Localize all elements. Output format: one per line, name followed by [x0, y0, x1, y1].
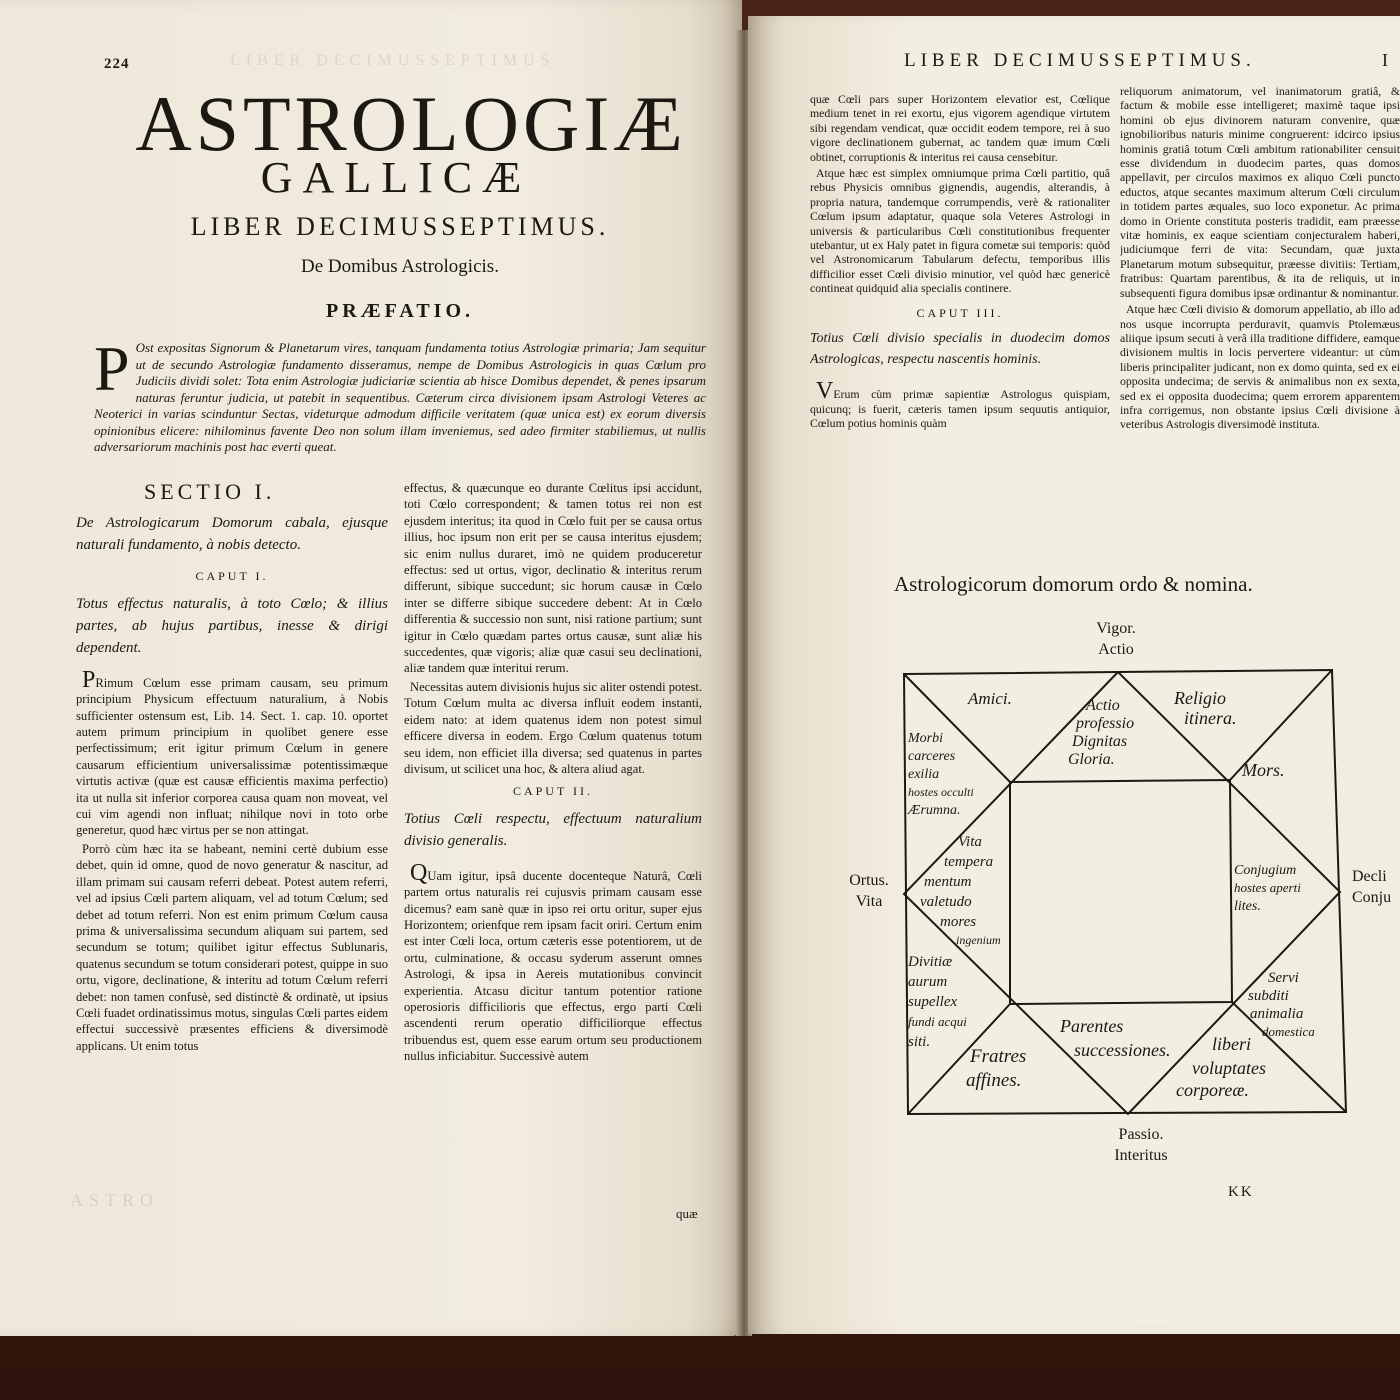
house-4-line: successiones.: [1074, 1040, 1171, 1060]
title-main: ASTROLOGIÆ: [135, 80, 687, 167]
house-2-line: siti.: [908, 1034, 931, 1050]
caput-2-heading: CAPUT II.: [512, 784, 594, 799]
house-10-line: Gloria.: [1068, 751, 1115, 768]
house-9-line: Religio: [1174, 688, 1226, 708]
page-number-left: 224: [104, 56, 130, 72]
praefatio-text: [94, 333, 706, 460]
house-12-line: carceres: [908, 749, 956, 764]
label-ortus: Ortus.: [849, 872, 889, 889]
right-column-2: [1120, 84, 1400, 554]
diagram-label-left: [836, 870, 902, 912]
paragraph: effectus, & quæcunque eo durante Cœlitus ipsi accidunt, toti Cœlo correspondent; & tamen totus rei non est ejusdem interitus; ita quod in Cœlo fuit per se causa ortus illius, hoc ipsum non erit per se causa interitus ejusdem; sic enim nullus duraret, imò ne quidem produceretur effectus: sed ut ortus, vigor, declinatio & interitus rerum differunt, sibique succedunt; sic horum causæ in Cœlo inter se differre sibique succedere debent: At in Cœlo differentia & successio non sunt, nisi ratione partium; sunt igitur in Cœlo quædam partes ortus causæ, sunt aliæ his succedentes, quæ vigoris; aliæ quæ casui seu declinationi, aliæ tandem quæ interitui rerum.: [404, 481, 702, 676]
house-12-line: Ærumna.: [908, 803, 961, 818]
house-12-text: [907, 731, 977, 818]
house-7-line: Conjugium: [1234, 863, 1297, 878]
house-7-line: lites.: [1234, 899, 1261, 914]
label-interitus: Interitus: [1114, 1147, 1168, 1164]
label-actio: Actio: [1098, 641, 1134, 658]
diagram-label-bottom: [1096, 1124, 1186, 1166]
house-5-line: voluptates: [1192, 1058, 1266, 1078]
house-7-text: [1234, 863, 1304, 914]
house-6-text: [1248, 970, 1315, 1039]
caput-1-heading: CAPUT I.: [195, 569, 269, 584]
house-12-line: exilia: [908, 767, 940, 782]
bleed-through-top: LIBER DECIMUSSEPTIMUS: [230, 52, 556, 69]
caput-3-subheading: Totius Cœli divisio specialis in duodecim domos Astrologicas, respectu nascentis hominis.: [810, 331, 1110, 368]
house-1-line: valetudo: [920, 894, 972, 910]
label-declinatio: Decli: [1352, 868, 1387, 885]
bleed-through-bottom: ASTRO: [70, 1190, 160, 1210]
house-1-line: tempera: [944, 854, 994, 870]
label-conjugium: Conju: [1352, 889, 1392, 906]
label-vigor: Vigor.: [1096, 620, 1136, 637]
house-8-line: Mors.: [1242, 760, 1285, 780]
left-column: [76, 480, 388, 1200]
house-1-text: [920, 834, 1001, 947]
house-6-line: domestica: [1262, 1024, 1315, 1039]
house-12-line: Morbi: [908, 731, 943, 746]
house-4-line: Parentes: [1060, 1016, 1124, 1036]
paragraph: [76, 666, 388, 839]
house-1-line: ingenium: [956, 933, 1001, 947]
label-vita: Vita: [855, 893, 883, 910]
house-9-line: itinera.: [1184, 708, 1237, 728]
paragraph: Necessitas autem divisionis hujus sic aliter ostendi potest. Totum Cœlum multa ac diversa influit eodem instanti, eidem nato: at idem quatenus idem non potest simul efficere diversa in eodem. Ergo Cœlum quatenus totum seu idem, non efficiet illa diversa; sed quatenus in partes divisum, ut scilicet una hoc, & altera aliud agat.: [404, 679, 702, 776]
house-6-line: subditi: [1248, 988, 1289, 1004]
praefatio-drop-cap: P: [94, 333, 130, 404]
running-head: LIBER DECIMUSSEPTIMUS.: [904, 50, 1256, 71]
drop-cap: Q: [410, 859, 428, 886]
paragraph: [404, 859, 702, 1065]
house-10-line: professio: [1076, 715, 1135, 732]
subject-title: De Domibus Astrologicis.: [301, 256, 499, 277]
astrological-houses-diagram: [900, 666, 1350, 1118]
label-passio: Passio.: [1118, 1126, 1164, 1143]
house-2-line: supellex: [908, 994, 958, 1010]
paragraph: [810, 378, 1110, 430]
paragraph-text: Uam igitur, ipsâ ducente docenteque Naturâ, Cœli partem ortus naturalis rei cujusvis primam causam esse dicemus? eam sanè quæ in ipso rei ortu oritur, super ejus Horizontem; orienfque rem ipsam facit oriri. Certum enim est inter Cœli loca, ortum cæteris esse potentiorem, ut de ortu, culminatione, & occasu syderum asserunt omnes Astrologi, & ipsa in Aereis mutationibus convincit experientia. Atcasu dicitur tantum potentior ratione operosioris difficilioris que effectus, ergo parti Cœli ascendenti rerum operatio difficiliorque effectus tribuendus est, quem esse earum ortum seu productionem nullus inficiabitur. Successivè autem: [404, 868, 702, 1064]
house-1-line: mores: [940, 914, 977, 930]
caput-3-heading: CAPUT III.: [916, 305, 1004, 320]
diagram-label-top: [1086, 618, 1146, 660]
sectio-heading: SECTIO I.: [144, 480, 276, 504]
house-2-line: fundi acqui: [908, 1014, 967, 1029]
paragraph: Atque hæc Cœli divisio & domorum appellatio, ab illo ad nos usque incorrupta perduravit, quamvis Ptolemæus aliique ipsum secuti à verâ illa traditione diffidere, eamque divisionem multis in locis pervertere videantur: ut cùm liberis principaliter judicant, non ex domo quinta, sed ex ei opposita undecima; de servis & animalibus non ex sexta, sed ex ei opposita duodecima; quem errorem apparentem infra corrigemus, non obstante ipsius Cœli divisione à veteribus Astrologis diversimodè instituta.: [1120, 302, 1400, 432]
drop-cap: V: [816, 378, 834, 405]
praefatio-heading: PRÆFATIO.: [325, 300, 475, 322]
house-9-text: [1173, 688, 1237, 728]
paragraph: Atque hæc est simplex omniumque prima Cœli partitio, quâ rebus Physicis omnibus gignendis, augendis, alterandis, à propria natura, tandemque corrumpendis, verè & rationaliter Cœlum ipsum adaptatur, quaque sola Veteres Astrologi in universis & particularibus Cœli constitutionibus frequenter utebantur, ut ex Haly patet in figura cometæ sui temporis: quòd vel Astronomicarum Tabularum defectu, temporibus illis difficilior esset Cœli divisio minutior, vel quòd hæc genericè contineat quidquid alia specialis continere.: [810, 166, 1110, 296]
inner-square: [1010, 780, 1232, 1004]
right-column-1: [810, 92, 1110, 552]
house-2-text: [907, 954, 971, 1050]
paragraph: Porrò cùm hæc ita se habeant, nemini certè dubium esse debet, quin id omne, quod de novo generatur & nascitur, ad illam primam sui causam referri debeat. Potest autem referri, vel ad ipsius Cœli partem aliquam, vel ad totum Cœlum; sed debet ad totum referri. Non est enim primum Cœlum causa prima & universalissima secundum aliquam sui partem, sed secundum se totum; quilibet igitur effectus Sublunaris, quatenus secundum se totum considerari potest, quippe in suo ortu, vigore, declinatione, & interitu ad totum Cœlum referri debet: non tamen confusè, sed distinctè & ordinatè, ut ipsius Cœli fuadet ordinatissimus motus, singulas Cœli partes eidem effectui successivè præsentes efficiens & diversimodè applicans. Ut enim totus: [76, 841, 388, 1053]
house-2-line: aurum: [908, 974, 948, 990]
paragraph: quæ Cœli pars super Horizontem elevatior est, Cœlique medium tenet in rei exortu, ejus vigorem agendique virtutem sibi regendam vendicat, quæ occidit eodem tempore, rei à suo vigore declinationem gubernat, ac tandem quæ imum Cœli obtinet, corruptionis & interitus rei causa censebitur.: [810, 92, 1110, 164]
paragraph-text: Erum cùm primæ sapientiæ Astrologus quispiam, quicunq; is fuerit, cæteris tamen ipsum sequutis antiquior, Cœlum potius hominis quàm: [810, 387, 1110, 430]
house-5-line: liberi: [1212, 1034, 1251, 1054]
house-1-line: Vita: [958, 834, 982, 850]
house-3-text: [966, 1046, 1031, 1091]
house-10-line: Dignitas: [1072, 733, 1128, 750]
house-10-line: Actio: [1086, 697, 1120, 714]
diagram-title: Astrologicorum domorum ordo & nomina.: [894, 572, 1253, 596]
house-4-text: [1059, 1016, 1170, 1060]
house-7-line: hostes aperti: [1234, 880, 1301, 895]
catchword: quæ: [676, 1206, 698, 1221]
house-5-line: corporeæ.: [1176, 1080, 1249, 1100]
page-number-right: I: [1382, 50, 1388, 70]
house-2-line: Divitiæ: [908, 954, 953, 970]
house-11-text: [967, 689, 1012, 708]
book-title: LIBER DECIMUSSEPTIMUS.: [190, 212, 610, 241]
house-6-line: animalia: [1250, 1006, 1304, 1022]
paragraph-text: Rimum Cœlum esse primam causam, seu primum principium Physicum effectuum naturalium, à Nobis sufficienter ostensum est, Lib. 14. Sect. 1. cap. 10. oportet autem primum principium in quolibet genere esse perfectissimum; erit igitur primum Cœlum in genere causarum efficientium universalissimæ potentissimæque virtutis activæ (quæ est causæ efficientis maxima perfectio) ita ut nulla sit inferior corporea causa quam non moveat, vel cui vim agendi non influat; nihilque novi in toto orbe generetur, quod hæc virtus per se non attingat.: [76, 675, 388, 838]
signature-mark: KK: [1228, 1184, 1254, 1200]
house-5-text: [1176, 1034, 1271, 1100]
house-3-line: affines.: [966, 1070, 1022, 1091]
diagram-label-right: [1352, 866, 1400, 908]
house-10-text: [1068, 697, 1138, 768]
praefatio-body: Ost expositas Signorum & Planetarum vires, tanquam fundamenta totius Astrologiæ primaria; Jam sequitur ut de secundo Astrologiæ fundamento disseramus, nempe de Domibus Astrologicis in quas Cœlum pro Judiciis dividi solet: Tota enim Astrologiæ judiciariæ scientia ab hisce Domibus dependet, & penes ipsarum naturas feruntur judicia, ut patebit in sequentibus. Cæterum circa divisionem ipsam Astrologi Veteres ac Neoterici in varias scinduntur Sectas, videturque admodum difficile veritatem (quæ unica est) ex eorum diversis opinionibus elicere: nihilominus favente Deo non solum illam inveniemus, sed adeo firmiter stabiliemus, ut nullis adversariorum machinis post hac everti queat.: [94, 340, 706, 454]
paragraph: reliquorum animatorum, vel inanimatorum gratiâ, & factum & mobile esse intelligeret; maximè taque ipsi homini ob ejus divinorem naturam convenire, quæ ignobilioribus naturis minime congruerent: idcirco ipsius hominis gratiâ totum Cœli ambitum rationabiliter censuit esse dividendum in duodecim partes, quas domos appellavit, per circulos maximos ex aliquo Cœli puncto eductos, atque secantes maximum alterum Cœli circulum in totidem partes æquales, suo loco exponetur. Ac prima domo in Oriente constituta posteris tradidit, eam præesse vitæ hominis, ex eaque scientiam conjecturalem haberi, judiciumque ferri de vita: Secundam, quæ juxta Planetarum motum subsequitur, præesse divitiis: Tertiam, fratribus: Quartam parentibus, & ita de reliquis, ut in subsequenti figura domibus ipsæ ordinantur & nominantur.: [1120, 84, 1400, 300]
house-11-line: Amici.: [968, 689, 1012, 708]
house-3-line: Fratres: [970, 1046, 1027, 1067]
house-6-line: Servi: [1268, 970, 1299, 986]
caput-2-subheading: Totius Cœli respectu, effectuum naturalium divisio generalis.: [404, 810, 702, 849]
house-8-text: [1241, 760, 1285, 780]
sectio-subheading: De Astrologicarum Domorum cabala, ejusque naturali fundamento, à nobis detecto.: [76, 515, 388, 554]
house-1-line: mentum: [924, 874, 972, 890]
middle-column: [404, 480, 702, 1225]
house-12-line: hostes occulti: [908, 785, 974, 799]
drop-cap: P: [82, 666, 96, 693]
caput-1-subheading: Totus effectus naturalis, à toto Cœlo; & illius partes, ab hujus partibus, inesse & dirigi dependent.: [76, 595, 388, 656]
title-sub: GALLICÆ: [260, 153, 532, 202]
